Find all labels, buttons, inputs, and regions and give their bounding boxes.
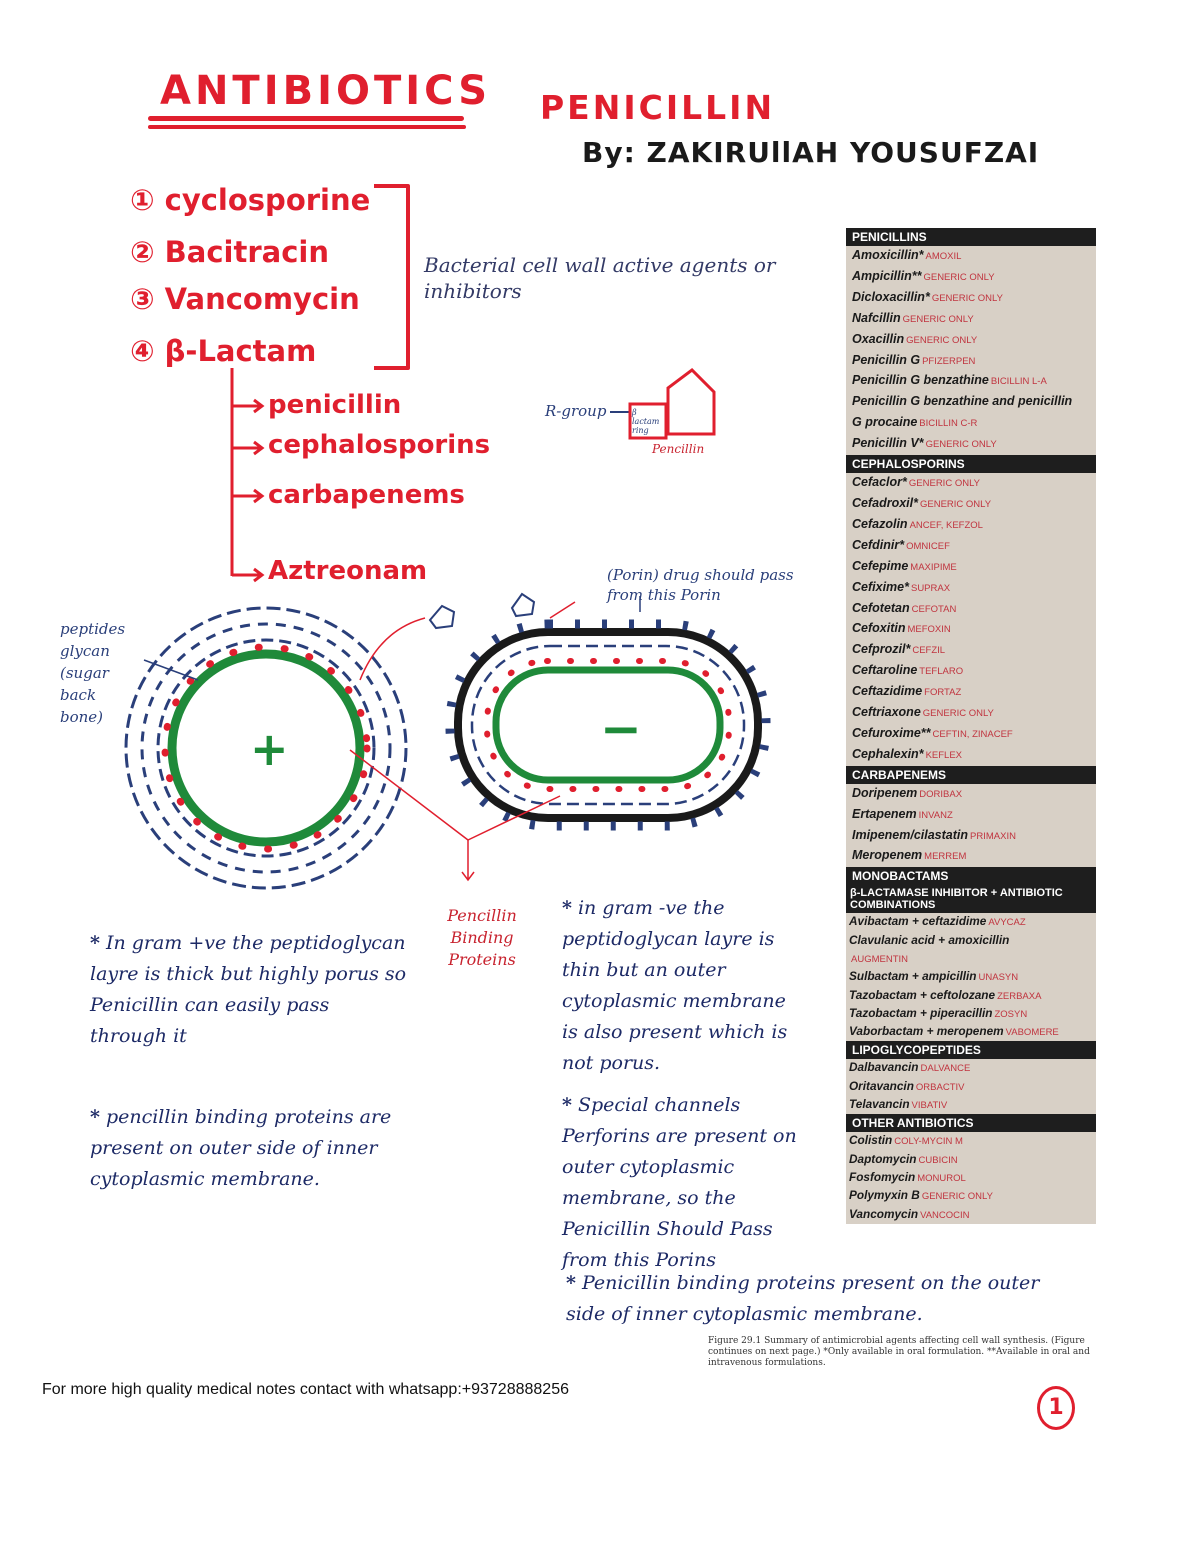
drug-brand-name: CEFZIL [912, 645, 946, 657]
beta-lactam-ring-label: β lactam ring [632, 408, 660, 435]
r-group-label: R-group [545, 402, 607, 420]
drug-row [846, 1132, 1096, 1150]
drug-row [846, 246, 1096, 267]
drug-generic-name: Ampicillin** [852, 268, 922, 283]
drug-brand-name: MONUROL [917, 1172, 966, 1184]
drug-brand-name: BICILLIN L-A [990, 376, 1047, 388]
drug-brand-name: FORTAZ [924, 687, 962, 699]
drug-brand-name: KEFLEX [925, 749, 962, 761]
drug-row [846, 1096, 1096, 1114]
drug-generic-name: Penicillin V* [852, 436, 924, 451]
drug-generic-name: Avibactam + ceftazidime [849, 914, 987, 929]
drug-row [846, 351, 1096, 372]
drug-generic-name: Cefepime [852, 558, 909, 573]
drug-row [846, 1059, 1096, 1077]
drug-generic-name: Clavulanic acid + amoxicillin [849, 932, 1010, 947]
bullet-star-icon: * [90, 1106, 100, 1128]
class-item: cephalosporins [268, 430, 491, 460]
drug-brand-name: UNASYN [978, 972, 1019, 984]
drug-row [846, 1078, 1096, 1096]
drug-generic-name: Tazobactam + piperacillin [849, 1005, 993, 1020]
drug-brand-name: GENERIC ONLY [931, 292, 1003, 304]
drug-brand-name: CEFTIN, ZINACEF [932, 728, 1013, 740]
drug-generic-name: Vaborbactam + meropenem [849, 1024, 1004, 1039]
author-line: By: ZAKIRUllAH YOUSUFZAI [582, 136, 1040, 169]
drug-row [846, 968, 1096, 986]
drug-brand-name: GENERIC ONLY [925, 439, 997, 451]
agents-bracket [370, 180, 420, 375]
page-number [1037, 1386, 1075, 1430]
drug-generic-name: Doripenem [852, 785, 918, 800]
gram-positive-sign: + [250, 722, 289, 776]
pbp-label: Pencillin Binding Proteins [447, 906, 517, 969]
table-section-heading: β-LACTAMASE INHIBITOR + ANTIBIOTIC COMBINATIONS [846, 885, 1096, 913]
drug-row [846, 640, 1096, 661]
drug-row [846, 413, 1096, 434]
agent-item: ③ Vancomycin [130, 282, 360, 316]
table-section-heading: LIPOGLYCOPEPTIDES [846, 1041, 1096, 1059]
drug-generic-name: Cefoxitin [852, 621, 906, 636]
porin-label: (Porin) drug should pass from this Porin [607, 566, 794, 604]
drug-row [846, 987, 1096, 1005]
drug-generic-name: Meropenem [852, 848, 923, 863]
bullet-star-icon: * [562, 1094, 572, 1116]
drug-row [846, 473, 1096, 494]
table-section-heading: CEPHALOSPORINS [846, 455, 1096, 473]
drug-brand-name: CEFOTAN [911, 603, 957, 615]
drug-brand-name: ZOSYN [994, 1008, 1028, 1020]
drug-generic-name: Penicillin G benzathine and penicillin [852, 394, 1073, 409]
bullet-star-icon: * [90, 932, 100, 954]
drug-generic-name: Daptomycin [849, 1151, 917, 1166]
drug-brand-name: DORIBAX [919, 788, 963, 800]
drug-row [846, 267, 1096, 288]
drug-generic-name: Dicloxacillin* [852, 289, 930, 304]
drug-generic-name: Cefuroxime** [852, 725, 931, 740]
drug-row [846, 309, 1096, 330]
drug-generic-name: G procaine [852, 415, 918, 430]
page-number-label: 1 [1048, 1395, 1064, 1420]
drug-row [846, 913, 1096, 931]
drug-row [846, 1169, 1096, 1187]
penicillin-sketch-label: Pencillin [652, 442, 705, 456]
drug-row [846, 371, 1096, 392]
drug-generic-name: Cefixime* [852, 579, 909, 594]
drug-brand-name: ORBACTIV [915, 1081, 965, 1093]
note-gram-positive: * In gram +ve the peptidoglycan layre is thick but highly porus so Penicillin can easily pass through it [90, 932, 407, 1047]
drug-brand-name: GENERIC ONLY [906, 334, 978, 346]
bracket-note: Bacterial cell wall active agents or inhibitors [424, 253, 776, 303]
drug-row [846, 724, 1096, 745]
drug-row [846, 745, 1096, 766]
drug-brand-name: CUBICIN [918, 1154, 958, 1166]
drug-row [846, 661, 1096, 682]
class-item: Aztreonam [268, 556, 428, 586]
drug-brand-name: VIBATIV [911, 1100, 948, 1112]
drug-row [846, 494, 1096, 515]
gram-negative-sign: − [600, 700, 642, 758]
table-section-heading: OTHER ANTIBIOTICS [846, 1114, 1096, 1132]
drug-row [846, 434, 1096, 455]
drug-generic-name: Dalbavancin [849, 1060, 919, 1075]
drug-generic-name: Polymyxin B [849, 1188, 920, 1203]
drug-row [846, 805, 1096, 826]
drug-generic-name: Penicillin G benzathine [852, 373, 989, 388]
drug-brand-name: COLY-MYCIN M [894, 1136, 963, 1148]
drug-generic-name: Oritavancin [849, 1078, 914, 1093]
table-section-heading: MONOBACTAMS [846, 867, 1096, 885]
drug-brand-name: VABOMERE [1005, 1027, 1059, 1039]
drug-row [846, 578, 1096, 599]
drug-row [846, 1206, 1096, 1224]
drug-row [846, 330, 1096, 351]
drug-brand-name: VANCOCIN [920, 1209, 970, 1221]
drug-brand-name: GENERIC ONLY [902, 313, 974, 325]
drug-generic-name: Tazobactam + ceftolozane [849, 987, 996, 1002]
page-title: ANTIBIOTICS [160, 68, 492, 114]
drug-generic-name: Cephalexin* [852, 746, 924, 761]
drug-row [846, 619, 1096, 640]
bullet-star-icon: * [562, 897, 572, 919]
drug-row [846, 557, 1096, 578]
drug-generic-name: Cefotetan [852, 600, 910, 615]
title-underline-2 [148, 125, 466, 129]
drug-generic-name: Cefaclor* [852, 475, 907, 490]
drug-brand-name: ANCEF, KEFZOL [909, 519, 983, 531]
agent-item: ① cyclosporine [130, 183, 371, 217]
drug-generic-name: Nafcillin [852, 310, 901, 325]
drug-brand-name: GENERIC ONLY [921, 1191, 993, 1203]
drug-brand-name: AVYCAZ [988, 917, 1026, 929]
drug-brand-name: PRIMAXIN [970, 830, 1016, 842]
drug-generic-name: Ceftriaxone [852, 705, 921, 720]
drug-generic-name: Cefazolin [852, 516, 908, 531]
drug-generic-name: Fosfomycin [849, 1169, 916, 1184]
drug-row [846, 536, 1096, 557]
drug-brand-name: ZERBAXA [997, 990, 1042, 1002]
drug-brand-name: INVANZ [918, 809, 953, 821]
class-tree-lines [222, 368, 272, 583]
drug-row [846, 392, 1096, 413]
drug-row [846, 1187, 1096, 1205]
drug-brand-name: GENERIC ONLY [920, 498, 992, 510]
drug-brand-name: GENERIC ONLY [908, 478, 980, 490]
class-item: carbapenems [268, 480, 465, 510]
drug-table [846, 228, 1096, 1224]
page-subtitle: PENICILLIN [540, 88, 776, 127]
drug-row [846, 826, 1096, 847]
drug-row [846, 682, 1096, 703]
table-section-heading: CARBAPENEMS [846, 766, 1096, 784]
bullet-star-icon: * [566, 1272, 576, 1294]
drug-generic-name: Vancomycin [849, 1206, 919, 1221]
drug-generic-name: Cefprozil* [852, 642, 911, 657]
footer-contact: For more high quality medical notes contact with whatsapp:+93728888256 [42, 1381, 569, 1398]
drug-generic-name: Cefadroxil* [852, 495, 918, 510]
drug-brand-name: PFIZERPEN [922, 355, 976, 367]
drug-brand-name: TEFLARO [919, 666, 964, 678]
agent-item: ② Bacitracin [130, 235, 329, 269]
note-pbp-location: * pencillin binding proteins are present on outer side of inner cytoplasmic membrane. [90, 1106, 392, 1190]
drug-generic-name: Ertapenem [852, 806, 917, 821]
drug-generic-name: Ceftazidime [852, 684, 923, 699]
drug-row [846, 932, 1096, 950]
drug-brand-name: AUGMENTIN [851, 953, 908, 965]
drug-brand-name: DALVANCE [920, 1063, 971, 1075]
drug-brand-name: GENERIC ONLY [923, 271, 995, 283]
drug-generic-name: Oxacillin [852, 331, 905, 346]
drug-generic-name: Imipenem/cilastatin [852, 827, 969, 842]
drug-generic-name: Cefdinir* [852, 537, 905, 552]
drug-brand-name: SUPRAX [910, 582, 951, 594]
title-underline [148, 116, 464, 121]
drug-row [846, 784, 1096, 805]
note-pbp-gram-negative: * Penicillin binding proteins present on the outer side of inner cytoplasmic membrane. [566, 1272, 1040, 1325]
note-gram-negative: * in gram -ve the peptidoglycan layre is thin but an outer cytoplasmic membrane is also present which is not porus. [562, 897, 788, 1074]
drug-brand-name: MEFOXIN [907, 624, 951, 636]
drug-row [846, 515, 1096, 536]
drug-brand-name: OMNICEF [906, 540, 950, 552]
peptidoglycan-label: peptides glycan (sugar back bone) [60, 620, 126, 726]
drug-generic-name: Colistin [849, 1133, 893, 1148]
drug-brand-name: MERREM [924, 851, 967, 863]
drug-row [846, 950, 1096, 968]
agent-item: ④ β-Lactam [130, 334, 317, 368]
note-porins: * Special channels Perforins are present on outer cytoplasmic membrane, so the Penicillin Should Pass from this Porins [562, 1094, 797, 1271]
drug-brand-name: GENERIC ONLY [922, 708, 994, 720]
drug-generic-name: Sulbactam + ampicillin [849, 969, 977, 984]
drug-brand-name: BICILLIN C-R [919, 418, 978, 430]
drug-row [846, 288, 1096, 309]
drug-generic-name: Telavancin [849, 1097, 910, 1112]
drug-generic-name: Amoxicillin* [852, 248, 924, 262]
drug-row [846, 1151, 1096, 1169]
class-item: penicillin [268, 390, 402, 420]
drug-row [846, 1023, 1096, 1041]
figure-caption: Figure 29.1 Summary of antimicrobial agents affecting cell wall synthesis. (Figure continues on next page.) *Only available in oral formulation. **Available in oral and intravenous formulations. [708, 1336, 1090, 1368]
drug-brand-name: AMOXIL [925, 251, 962, 262]
cell-wall-diagram [80, 570, 840, 910]
drug-row [846, 703, 1096, 724]
drug-generic-name: Ceftaroline [852, 663, 918, 678]
drug-row [846, 1005, 1096, 1023]
drug-row [846, 846, 1096, 867]
drug-generic-name: Penicillin G [852, 352, 921, 367]
drug-row [846, 599, 1096, 620]
table-section-heading: PENICILLINS [846, 228, 1096, 246]
drug-brand-name: MAXIPIME [910, 561, 957, 573]
